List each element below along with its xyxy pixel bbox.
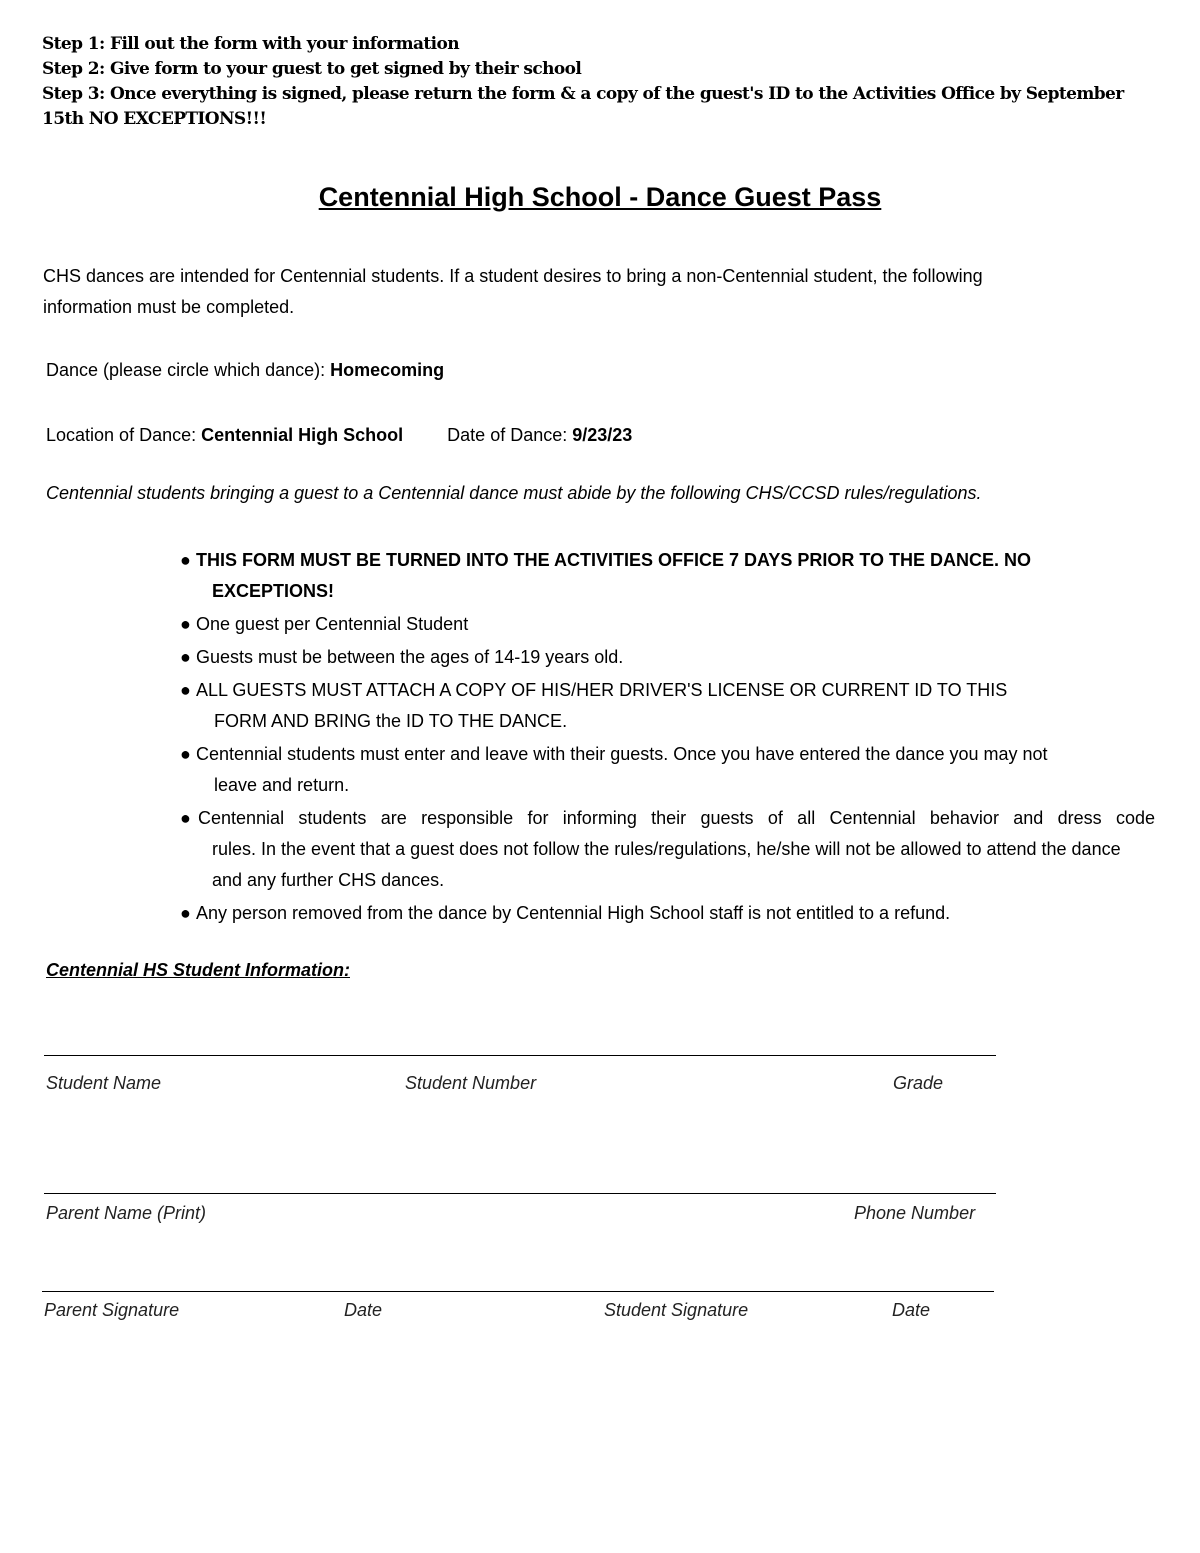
rule-item: ● Any person removed from the dance by Centennial High School staff is not entitled to a refund. bbox=[180, 898, 1155, 929]
parent-info-line[interactable] bbox=[44, 1193, 996, 1194]
rule-item: ● ALL GUESTS MUST ATTACH A COPY OF HIS/HER DRIVER'S LICENSE OR CURRENT ID TO THIS FORM AND BRING the ID TO THE DANCE. bbox=[180, 675, 1155, 737]
dance-value: Homecoming bbox=[330, 360, 445, 380]
parent-signature-label: Parent Signature bbox=[44, 1300, 180, 1320]
parent-date-label: Date bbox=[344, 1300, 383, 1320]
student-info-line[interactable] bbox=[44, 1055, 996, 1056]
parent-name-label: Parent Name (Print) bbox=[46, 1203, 207, 1223]
signature-line[interactable] bbox=[42, 1291, 994, 1292]
rule-item: ● Centennial students must enter and leave with their guests. Once you have entered the dance you may not leave and return. bbox=[180, 739, 1155, 801]
rule-item: ● THIS FORM MUST BE TURNED INTO THE ACTIVITIES OFFICE 7 DAYS PRIOR TO THE DANCE. NO EXCEPTIONS! bbox=[180, 545, 1155, 607]
student-number-label: Student Number bbox=[405, 1073, 537, 1093]
student-name-label: Student Name bbox=[46, 1073, 162, 1093]
bullet-icon: ● bbox=[180, 808, 191, 828]
bullet-icon: ● bbox=[180, 647, 191, 667]
bullet-icon: ● bbox=[180, 614, 191, 634]
student-date-label: Date bbox=[892, 1300, 931, 1320]
bullet-icon: ● bbox=[180, 680, 191, 700]
grade-label: Grade bbox=[893, 1073, 944, 1093]
dance-label: Dance (please circle which dance): bbox=[46, 360, 326, 380]
bullet-icon: ● bbox=[180, 550, 191, 570]
rule-item: ● One guest per Centennial Student bbox=[180, 609, 1155, 640]
date-label: Date of Dance: bbox=[447, 425, 568, 445]
phone-number-label: Phone Number bbox=[854, 1203, 976, 1223]
intro-paragraph: CHS dances are intended for Centennial students. If a student desires to bring a non-Centennial student, the following information must be completed. bbox=[43, 266, 983, 317]
rule-item: ● Guests must be between the ages of 14-19 years old. bbox=[180, 642, 1155, 673]
rule-item: ● Centennial students are responsible for informing their guests of all Centennial behavior and dress code rules. In the event that a guest does not follow the rules/regulations, he/she will not be allowed to attend the dance and any further CHS dances. bbox=[180, 803, 1155, 896]
bullet-icon: ● bbox=[180, 744, 191, 764]
rules-note: Centennial students bringing a guest to a Centennial dance must abide by the following CHS/CCSD rules/regulations. bbox=[46, 483, 982, 503]
student-signature-label: Student Signature bbox=[604, 1300, 749, 1320]
step-3: Step 3: Once everything is signed, please return the form & a copy of the guest's ID to the Activities Office by September 15th NO EXCEPTIONS!!! bbox=[42, 84, 1124, 129]
step-1: Step 1: Fill out the form with your information bbox=[42, 34, 459, 54]
location-date-row bbox=[46, 425, 632, 446]
location-label: Location of Dance: bbox=[46, 425, 197, 445]
location-value: Centennial High School bbox=[201, 425, 404, 445]
rules-list bbox=[180, 545, 1155, 931]
instructions bbox=[42, 32, 1152, 132]
section-heading: Centennial HS Student Information: bbox=[46, 960, 350, 980]
page-title: Centennial High School - Dance Guest Pass bbox=[318, 182, 882, 212]
dance-row bbox=[46, 360, 444, 381]
date-value: 9/23/23 bbox=[572, 425, 633, 445]
bullet-icon: ● bbox=[180, 903, 191, 923]
step-2: Step 2: Give form to your guest to get signed by their school bbox=[42, 59, 582, 79]
